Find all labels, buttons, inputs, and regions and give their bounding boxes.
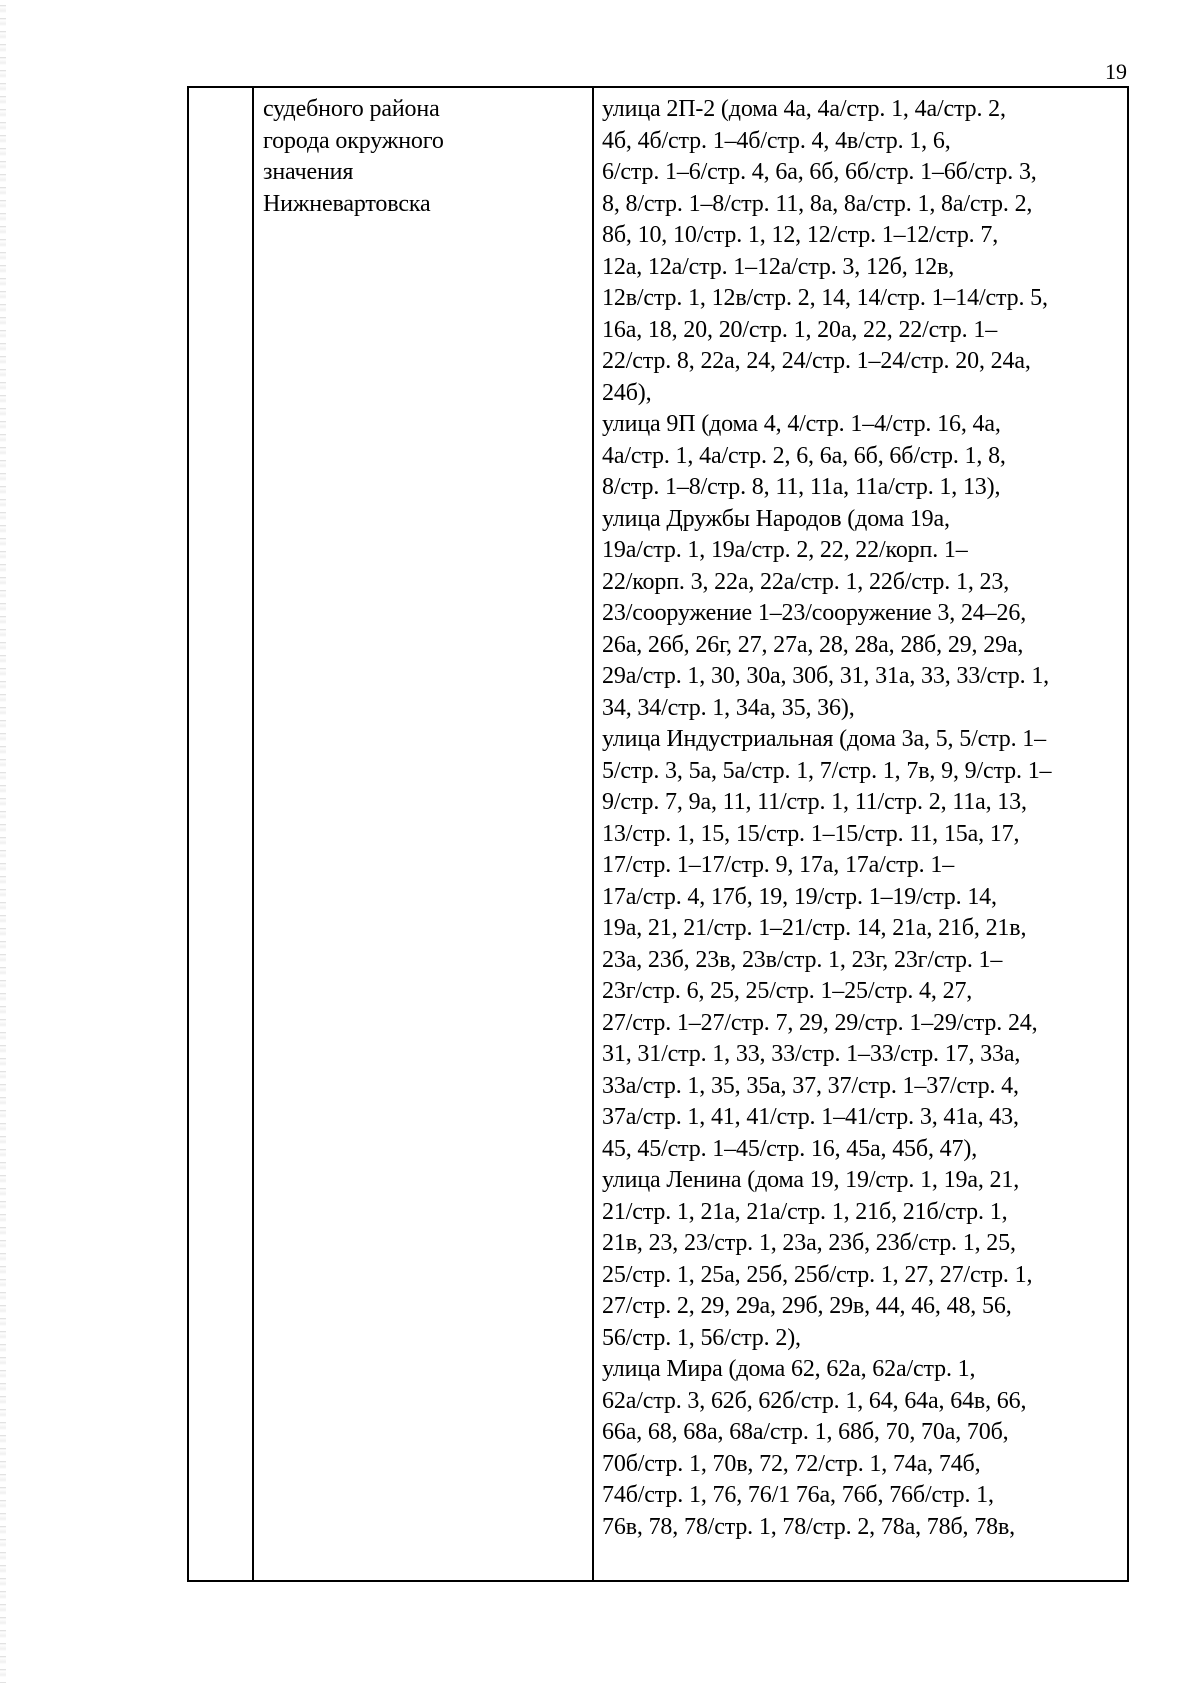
address-line: 19а, 21, 21/стр. 1–21/стр. 14, 21а, 21б, 21в, [602, 915, 1027, 941]
page-number: 19 [1105, 59, 1127, 84]
district-line: судебного района [263, 96, 440, 122]
address-line: улица 9П (дома 4, 4/стр. 1–4/стр. 16, 4а, [602, 411, 1001, 437]
address-line: 5/стр. 3, 5а, 5а/стр. 1, 7/стр. 1, 7в, 9, 9/стр. 1– [602, 757, 1052, 784]
address-line: 29а/стр. 1, 30, 30а, 30б, 31, 31а, 33, 33/стр. 1, [602, 663, 1050, 689]
address-line: 27/стр. 2, 29, 29а, 29б, 29в, 44, 46, 48, 56, [602, 1293, 1012, 1319]
address-line: 6/стр. 1–6/стр. 4, 6а, 6б, 6б/стр. 1–6б/стр. 3, [602, 159, 1037, 185]
address-line: 22/корп. 3, 22а, 22а/стр. 1, 22б/стр. 1, 23, [602, 568, 1010, 595]
address-line: 56/стр. 1, 56/стр. 2), [602, 1324, 801, 1351]
address-line: улица Мира (дома 62, 62а, 62а/стр. 1, [602, 1356, 976, 1382]
address-line: 24б), [602, 379, 652, 406]
address-line: 17а/стр. 4, 17б, 19, 19/стр. 1–19/стр. 14, [602, 883, 997, 910]
address-line: 76в, 78, 78/стр. 1, 78/стр. 2, 78а, 78б, 78в, [602, 1513, 1015, 1540]
address-line: 21/стр. 1, 21а, 21а/стр. 1, 21б, 21б/стр. 1, [602, 1198, 1008, 1225]
district-name-cell [263, 94, 583, 220]
address-line: 8/стр. 1–8/стр. 8, 11, 11а, 11а/стр. 1, 13), [602, 474, 1001, 500]
address-line: 9/стр. 7, 9а, 11, 11/стр. 1, 11/стр. 2, 11а, 13, [602, 789, 1027, 815]
address-line: 13/стр. 1, 15, 15/стр. 1–15/стр. 11, 15а, 17, [602, 820, 1020, 847]
table-column-divider [252, 88, 254, 1580]
table-column-divider [592, 88, 594, 1580]
address-line: улица 2П-2 (дома 4а, 4а/стр. 1, 4а/стр. 2, [602, 96, 1006, 122]
address-line: 16а, 18, 20, 20/стр. 1, 20а, 22, 22/стр. 1– [602, 316, 998, 343]
address-list-cell [602, 94, 1127, 1543]
address-line: улица Ленина (дома 19, 19/стр. 1, 19а, 21, [602, 1167, 1020, 1193]
district-line: значения [263, 159, 354, 185]
address-line: 8, 8/стр. 1–8/стр. 11, 8а, 8а/стр. 1, 8а/стр. 2, [602, 190, 1033, 217]
address-line: 74б/стр. 1, 76, 76/1 76а, 76б, 76б/стр. 1, [602, 1482, 994, 1508]
address-line: 8б, 10, 10/стр. 1, 12, 12/стр. 1–12/стр. 7, [602, 222, 999, 248]
address-line: 34, 34/стр. 1, 34а, 35, 36), [602, 694, 855, 721]
address-line: 25/стр. 1, 25а, 25б, 25б/стр. 1, 27, 27/стр. 1, [602, 1261, 1033, 1288]
address-line: 4б, 4б/стр. 1–4б/стр. 4, 4в/стр. 1, 6, [602, 127, 951, 154]
address-line: 33а/стр. 1, 35, 35а, 37, 37/стр. 1–37/стр. 4, [602, 1072, 1019, 1099]
address-line: 21в, 23, 23/стр. 1, 23а, 23б, 23б/стр. 1, 25, [602, 1230, 1016, 1256]
district-line: города окружного [263, 127, 444, 154]
address-line: 4а/стр. 1, 4а/стр. 2, 6, 6а, 6б, 6б/стр. 1, 8, [602, 442, 1006, 469]
address-line: 17/стр. 1–17/стр. 9, 17а, 17а/стр. 1– [602, 852, 955, 878]
address-line: 19а/стр. 1, 19а/стр. 2, 22, 22/корп. 1– [602, 537, 968, 563]
address-line: 26а, 26б, 26г, 27, 27а, 28, 28а, 28б, 29, 29а, [602, 631, 1024, 658]
address-line: 22/стр. 8, 22а, 24, 24/стр. 1–24/стр. 20, 24а, [602, 348, 1031, 374]
address-line: улица Дружбы Народов (дома 19а, [602, 505, 950, 532]
address-line: 62а/стр. 3, 62б, 62б/стр. 1, 64, 64а, 64в, 66, [602, 1387, 1027, 1414]
scan-edge-artifact [0, 0, 6, 1683]
address-line: 31, 31/стр. 1, 33, 33/стр. 1–33/стр. 17, 33а, [602, 1041, 1021, 1067]
address-line: 70б/стр. 1, 70в, 72, 72/стр. 1, 74а, 74б, [602, 1450, 981, 1477]
address-line: 23г/стр. 6, 25, 25/стр. 1–25/стр. 4, 27, [602, 978, 973, 1004]
address-line: 27/стр. 1–27/стр. 7, 29, 29/стр. 1–29/стр. 24, [602, 1009, 1038, 1036]
jurisdiction-table [187, 86, 1129, 1582]
address-line: 12в/стр. 1, 12в/стр. 2, 14, 14/стр. 1–14/стр. 5, [602, 285, 1048, 311]
address-line: 37а/стр. 1, 41, 41/стр. 1–41/стр. 3, 41а, 43, [602, 1104, 1019, 1130]
address-line: 23/сооружение 1–23/сооружение 3, 24–26, [602, 600, 1027, 626]
address-line: улица Индустриальная (дома 3а, 5, 5/стр. 1– [602, 726, 1046, 752]
address-line: 12а, 12а/стр. 1–12а/стр. 3, 12б, 12в, [602, 253, 955, 280]
district-line: Нижневартовска [263, 190, 431, 217]
address-line: 66а, 68, 68а, 68а/стр. 1, 68б, 70, 70а, 70б, [602, 1419, 1009, 1445]
address-line: 45, 45/стр. 1–45/стр. 16, 45а, 45б, 47), [602, 1135, 978, 1162]
address-line: 23а, 23б, 23в, 23в/стр. 1, 23г, 23г/стр. 1– [602, 946, 1003, 973]
